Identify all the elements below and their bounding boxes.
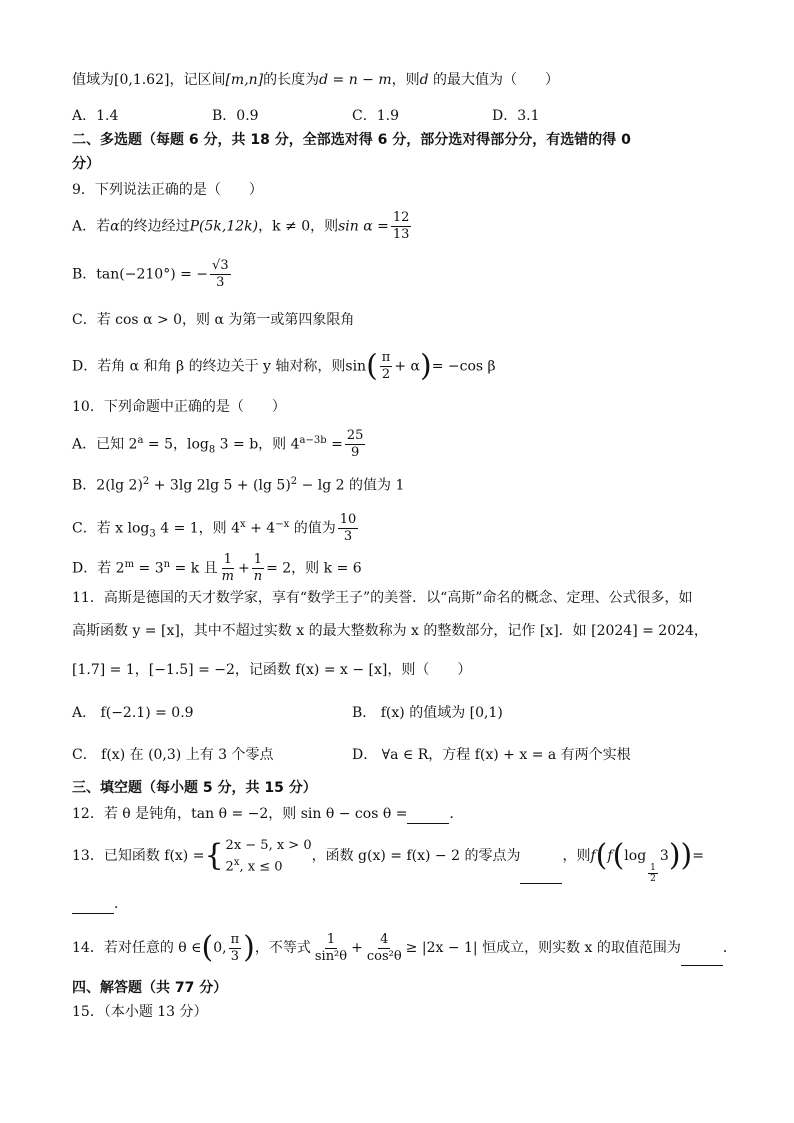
q13-f-outer: f <box>590 848 596 864</box>
q10-d-pre: D．若 2 <box>72 560 125 577</box>
q11-option-d: D． ∀a ∈ R，方程 f(x) + x = a 有两个实根 <box>352 747 631 763</box>
q13-paren-2: ( <box>612 838 625 873</box>
q9-d-fraction <box>380 350 393 383</box>
q9-d-two: 2 <box>381 367 391 382</box>
q8-formula: d = n − m <box>319 72 392 88</box>
q10-b-part2: + 3lg 2lg 5 + (lg 5) <box>149 477 291 494</box>
q10-d-exp2: n <box>163 558 171 570</box>
q13-case-2 <box>226 854 312 875</box>
q14-pi: π <box>230 931 240 947</box>
q12-answer-blank[interactable] <box>407 809 449 824</box>
q9-option-a <box>72 210 413 243</box>
q13 <box>72 836 704 884</box>
section-4-heading: 四、解答题（共 77 分） <box>72 980 228 996</box>
q9-stem: 9．下列说法正确的是（ ） <box>72 182 263 198</box>
q10-option-d <box>72 552 362 585</box>
q14-ineq: ≥ |2x − 1| 恒成立，则实数 x 的取值范围为 <box>405 940 681 956</box>
q9-option-c: C．若 cos α > 0，则 α 为第一或第四象限角 <box>72 312 355 328</box>
q8-text4: ，则 <box>391 72 420 88</box>
q9-d-eq: = −cos β <box>431 358 496 375</box>
q10-c-mid2: + 4 <box>245 520 276 537</box>
q13-mid: ，函数 g(x) = f(x) − 2 的零点为 <box>311 848 521 864</box>
q9-b-expr: tan(−210°) = − <box>96 266 209 283</box>
q13-brace: { <box>204 837 224 873</box>
q8-var: d <box>419 72 429 88</box>
q13-answer-blank-2[interactable] <box>72 899 114 914</box>
q10-a-fraction <box>345 428 366 461</box>
q8-text5: 的最大值为（ ） <box>428 72 560 88</box>
q9-a-k: ，k ≠ 0，则 <box>258 218 339 235</box>
q10-c-num: 10 <box>339 512 357 527</box>
q10-d-tail: = 2，则 k = 6 <box>266 560 362 577</box>
q10-c-sub: 3 <box>149 528 156 540</box>
q14-paren-close: ) <box>243 930 255 965</box>
q10-b-part1: B．2(lg 2) <box>72 477 143 494</box>
q10-c-exp2: −x <box>275 518 290 530</box>
q14-frac-1 <box>313 932 349 965</box>
q10-option-b <box>72 472 404 496</box>
q10-c-den: 3 <box>343 529 353 544</box>
q9-a-den: 13 <box>392 227 410 242</box>
q8-continuation <box>72 70 559 90</box>
q10-b-sq1: 2 <box>142 476 150 487</box>
q10-stem: 10．下列命题中正确的是（ ） <box>72 399 286 415</box>
q14-tail: ． <box>722 940 737 956</box>
q13-paren-3: )) <box>668 838 693 873</box>
q10-d-n1: 1 <box>223 552 232 567</box>
q14-mid: ，不等式 <box>254 940 311 956</box>
q13-log-num: 1 <box>650 863 656 873</box>
q8-text: 值域为 <box>72 72 114 88</box>
q13-log: log <box>624 848 647 864</box>
q10-a-sub: 8 <box>208 444 216 456</box>
q10-a-mid: = 5，log <box>143 436 209 453</box>
q8-interval: [m,n] <box>225 72 264 88</box>
section-3-heading: 三、填空题（每小题 5 分，共 15 分） <box>72 780 317 796</box>
q10-a-pre: A．已知 2 <box>72 436 138 453</box>
q10-d-plus: + <box>237 560 250 577</box>
q14-answer-blank[interactable] <box>681 951 723 966</box>
q14-frac-2 <box>365 932 404 965</box>
q15-stem: 15．（本小题 13 分） <box>72 1004 208 1020</box>
q9-a-pre: A．若 <box>72 218 111 235</box>
q13-case-2-base: 2 <box>225 859 234 875</box>
q9-a-num: 12 <box>392 210 410 225</box>
q14-n2: 4 <box>380 931 389 947</box>
q13-log-den: 2 <box>650 874 656 884</box>
q10-d-fraction-2 <box>252 552 264 585</box>
q9-option-d <box>72 350 496 383</box>
q10-option-c <box>72 512 360 545</box>
q13-mid2: ，则 <box>562 848 591 864</box>
q9-d-paren-close: ) <box>419 348 432 384</box>
q9-b-den: 3 <box>216 275 225 290</box>
q13-pre: 13．已知函数 f(x) = <box>72 848 205 864</box>
q10-b-sq2: 2 <box>290 476 298 487</box>
q12 <box>72 804 463 824</box>
q9-a-point: P(5k,12k) <box>189 218 259 235</box>
q10-option-a <box>72 428 367 461</box>
q9-b-num: √3 <box>212 258 229 273</box>
q10-a-mid2: 3 = b，则 4 <box>215 436 300 453</box>
q14-d2: cos²θ <box>366 948 402 964</box>
q10-d-exp: m <box>124 558 135 570</box>
q9-a-sin: sin α = <box>338 218 389 235</box>
q10-a-den: 9 <box>350 445 360 460</box>
q10-d-n2: 1 <box>253 552 263 567</box>
q10-c-pre: C．若 x log <box>72 520 150 537</box>
q14-pre: 14．若对任意的 θ ∈ <box>72 940 202 956</box>
q14-int-open: 0, <box>213 940 227 956</box>
q14-d1: sin²θ <box>314 948 348 964</box>
q10-c-mid: 4 = 1，则 4 <box>155 520 241 537</box>
q13-case-1: 2x − 5, x > 0 <box>225 837 312 853</box>
q11-line-1: 11．高斯是德国的天才数学家，享有“数学王子”的美誉．以“高斯”命名的概念、定理、公式很多，如 <box>72 590 693 606</box>
q14 <box>72 930 737 966</box>
q10-c-fraction <box>338 512 359 545</box>
q8-option-d: D．3.1 <box>492 108 540 124</box>
q10-a-exp: a <box>137 434 144 446</box>
q10-c-exp: x <box>240 518 246 530</box>
q8-text2: ，记区间 <box>169 72 226 88</box>
q13-case-2-exp: x <box>233 856 240 868</box>
q10-b-part3: − lg 2 的值为 1 <box>297 477 405 494</box>
q9-option-b <box>72 258 233 291</box>
q13-case-2-tail: , x ≤ 0 <box>239 859 283 875</box>
q11-option-b: B． f(x) 的值域为 [0,1) <box>352 705 503 721</box>
section-2-heading: 二、多选题（每题 6 分，共 18 分，全部选对得 6 分，部分选对得部分分，有选错的得 0 <box>72 132 631 148</box>
q10-d-d2: n <box>253 569 263 584</box>
q13-answer-line <box>72 894 128 914</box>
q10-a-eq: = <box>326 436 343 453</box>
q9-a-alpha: α <box>110 218 120 235</box>
q13-tail: ． <box>114 896 128 912</box>
q13-cases <box>226 837 312 875</box>
q13-log-base <box>648 863 658 884</box>
q9-d-sin: sin <box>345 358 367 375</box>
q11-line-2: 高斯函数 y = [x]，其中不超过实数 x 的最大整数称为 x 的整数部分，记作 [x]．如 [2024] = 2024， <box>72 623 708 639</box>
q8-text3: 的长度为 <box>263 72 320 88</box>
q13-log-arg: 3 <box>659 848 669 864</box>
q9-d-paren-open: ( <box>366 348 378 384</box>
q13-f-inner: f <box>607 848 613 864</box>
q12-text: 12．若 θ 是钝角，tan θ = −2，则 sin θ − cos θ = <box>72 806 408 822</box>
q8-option-a: A．1.4 <box>72 108 119 124</box>
q9-d-rest: + α <box>394 358 420 375</box>
section-2-heading-cont: 分） <box>72 156 100 172</box>
q14-paren-open: ( <box>201 930 214 965</box>
q11-line-3: [1.7] = 1，[−1.5] = −2，记函数 f(x) = x − [x]，则（ ） <box>72 662 472 678</box>
q13-paren-1: ( <box>595 838 608 873</box>
q8-range: [0,1.62] <box>114 72 170 88</box>
q13-answer-blank-1[interactable] <box>520 869 562 884</box>
q9-a-mid: 的终边经过 <box>119 218 190 235</box>
q10-a-num: 25 <box>346 428 364 443</box>
q10-d-d1: m <box>221 569 234 584</box>
q13-piecewise <box>204 837 311 875</box>
q14-plus: + <box>351 940 363 956</box>
q14-three: 3 <box>230 948 239 964</box>
q10-c-tail: 的值为 <box>289 520 336 537</box>
q9-a-fraction <box>391 210 412 243</box>
q14-n1: 1 <box>326 931 336 947</box>
q9-b-pre: B． <box>72 266 97 283</box>
q10-d-mid: = 3 <box>134 560 164 577</box>
q11-option-a: A． f(−2.1) = 0.9 <box>72 705 194 721</box>
q8-option-b: B．0.9 <box>212 108 259 124</box>
q9-d-pre: D．若角 α 和角 β 的终边关于 y 轴对称，则 <box>72 358 346 375</box>
q10-d-mid2: = k 且 <box>170 560 218 577</box>
q9-d-pi: π <box>381 350 391 365</box>
q12-tail: ． <box>449 806 464 822</box>
q11-option-c: C． f(x) 在 (0,3) 上有 3 个零点 <box>72 747 274 763</box>
q10-d-fraction-1 <box>220 552 236 585</box>
q8-option-c: C．1.9 <box>352 108 399 124</box>
q9-b-fraction <box>210 258 231 291</box>
q10-a-exp2: a−3b <box>299 434 327 446</box>
q14-pi-frac <box>229 932 242 965</box>
q13-eq: = <box>692 848 704 864</box>
